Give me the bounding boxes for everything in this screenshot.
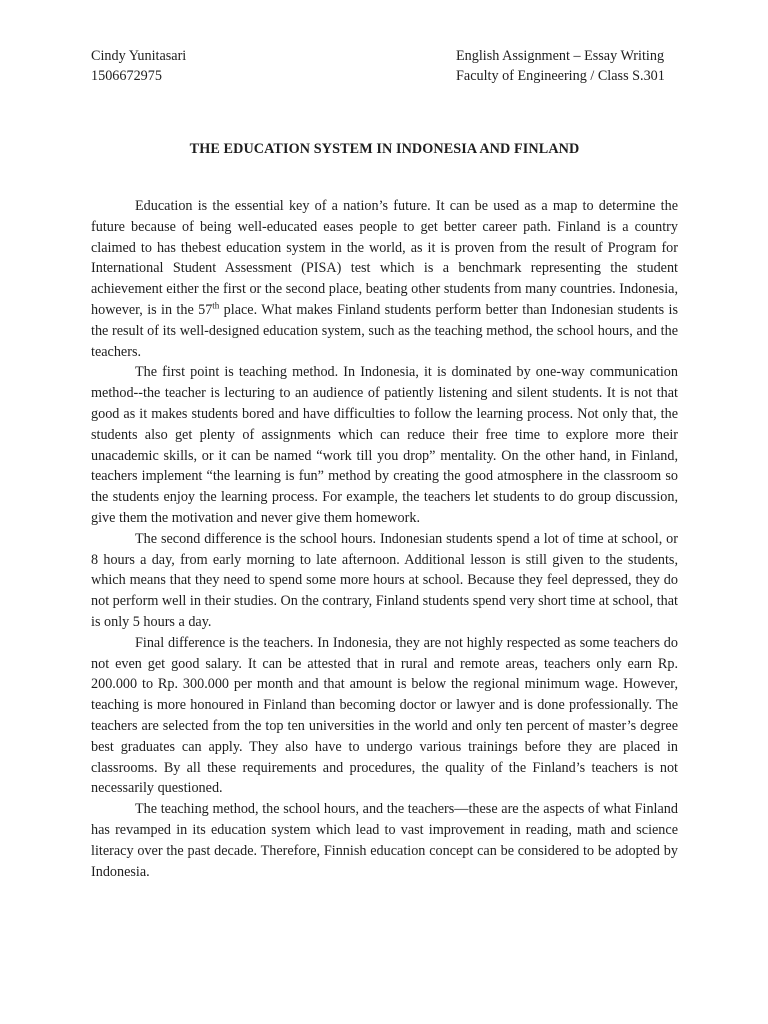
ordinal-suffix: th — [212, 300, 220, 311]
faculty-class: Faculty of Engineering / Class S.301 — [456, 68, 665, 84]
paragraph-conclusion: The teaching method, the school hours, and the teachers—these are the aspects of what Finland has revamped in its education system which lead to vast improvement in reading, math and science literacy over the past decade. Therefore, Finnish education concept can be considered to be adopted by Indonesia. — [91, 801, 678, 880]
paragraph-intro-text-a: Education is the essential key of a nation’s future. It can be used as a map to determine the future because of being well-educated eases people to get better career path. Finland is a country claimed to has thebest education system in the world, as it is proven from the result of Program for International Student Assessment (PISA) test which is a benchmark representing the student achievement either the first or the second place, beating other students from many countries. Indonesia, however, is in the 57 — [91, 198, 678, 318]
paragraph-teaching-method: The first point is teaching method. In Indonesia, it is dominated by one-way communication method--the teacher is lecturing to an audience of patiently listening and silent students. It is not that good as it makes students bored and have difficulties to follow the learning process. Not only that, the students also get plenty of assignments which can reduce their free time to explore more their unacademic skills, or it can be named “work till you drop” mentality. On the other hand, in Finland, teachers implement “the learning is fun” method by creating the good atmosphere in the classroom so the students enjoy the learning process. For example, the teachers let students to do group discussion, give them the motivation and never give them homework. — [91, 364, 678, 526]
header-left-block — [91, 46, 186, 86]
assignment-type: English Assignment – Essay Writing — [456, 48, 665, 64]
paragraph-school-hours: The second difference is the school hours. Indonesian students spend a lot of time at school, or 8 hours a day, from early morning to late afternoon. Additional lesson is still given to the students, which means that they need to spend some more hours at school. Because they feel depressed, they do not perform well in their studies. On the contrary, Finland students spend very short time at school, that is only 5 hours a day. — [91, 530, 678, 630]
paragraph-intro — [91, 196, 678, 362]
student-id: 1506672975 — [91, 68, 162, 84]
essay-body — [91, 196, 678, 882]
paragraph-intro-text-b: place. What makes Finland students perform better than Indonesian students is the result of its well-designed education system, such as the teaching method, the school hours, and the teachers. — [91, 301, 678, 360]
header-right-block — [456, 46, 665, 86]
paragraph-teachers: Final difference is the teachers. In Indonesia, they are not highly respected as some teachers do not even get good salary. It can be attested that in rural and remote areas, teachers only earn Rp. 200.000 to Rp. 300.000 per month and that amount is below the regional minimum wage. However, teaching is more honoured in Finland than becoming doctor or lawyer and is done professionally. The teachers are selected from the top ten universities in the world and only ten percent of master’s degree best graduates can apply. They also have to undergo various trainings before they are placed in classrooms. By all these requirements and procedures, the quality of the Finland’s teachers is not necessarily questioned. — [91, 634, 678, 797]
author-name: Cindy Yunitasari — [91, 48, 187, 64]
document-title: THE EDUCATION SYSTEM IN INDONESIA AND FINLAND — [189, 141, 580, 157]
